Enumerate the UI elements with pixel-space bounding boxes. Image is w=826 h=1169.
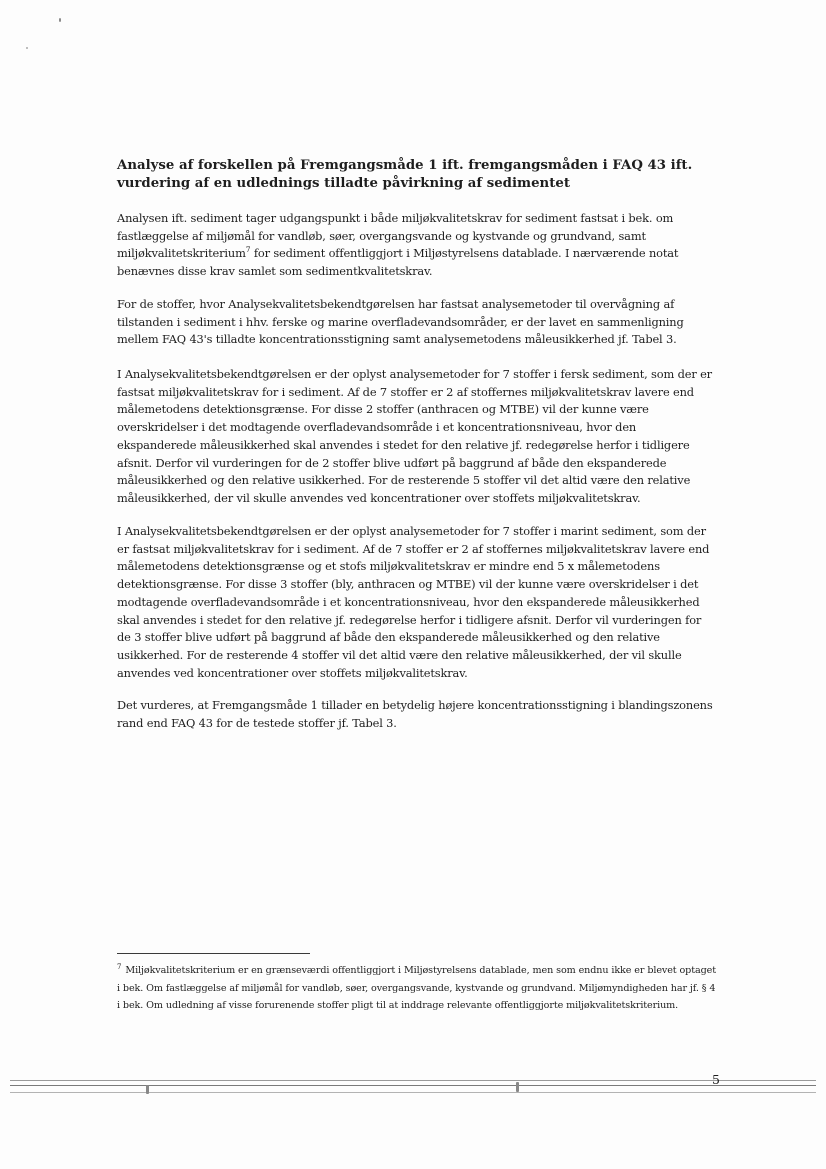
footer-rule [10,1085,816,1086]
section-heading: Analyse af forskellen på Fremgangsmåde 1 ift. fremgangsmåden i FAQ 43 ift. vurdering af en udlednings tilladte påvirkning af sedimentet [117,158,693,191]
paragraph-1-text-b: for sediment offentliggjort i Miljøstyrelsens datablade. I nærværende notat benævnes disse krav samlet som sedimentkvalitetskrav. [117,246,679,279]
footer-rule [10,1080,816,1081]
footnote-reference[interactable]: 7 [245,245,251,255]
scan-speck [59,18,61,22]
paragraph-3: I Analysekvalitetsbekendtgørelsen er der oplyst analysemetoder for 7 stoffer i fersk sediment, som der er fastsat miljøkvalitetskrav for i sediment. Af de 7 stoffer er 2 af stoffernes miljøkvalitetskrav lavere end målemetodens detektionsgrænse. For disse 2 stoffer (anthracen og MTBE) vil der kunne være overskridelser i det modtagende overfladevandsområde i et koncentrationsniveau, hvor den ekspanderede måleusikkerhed skal anvendes i stedet for den relative jf. redegørelse herfor i tidligere afsnit. Derfor vil vurderingen for de 2 stoffer blive udført på baggrund af både den ekspanderede måleusikkerhed og den relative usikkerhed. For de resterende 5 stoffer vil det altid være den relative måleusikkerhed, der vil skulle anvendes ved koncentrationer over stoffets miljøkvalitetskrav. [117,367,712,505]
paragraph-1-text-a: Analysen ift. sediment tager udgangspunkt i både miljøkvalitetskrav for sediment fastsat i bek. om fastlæggelse af miljømål for vandløb, søer, overgangsvande og kystvande og grundvand, samt miljøkvalitetskriterium [117,211,674,261]
paragraph-2: For de stoffer, hvor Analysekvalitetsbekendtgørelsen har fastsat analysemetoder til overvågning af tilstanden i sediment i hhv. ferske og marine overfladevandsområder, er der lavet en sammenligning mellem FAQ 43's tilladte koncentrationsstigning samt analysemetodens måleusikkerhed jf. Tabel 3. [117,297,684,347]
footer-rule [10,1092,816,1093]
paragraph-5: Det vurderes, at Fremgangsmåde 1 tillader en betydelig højere koncentrationsstigning i blandingszonens rand end FAQ 43 for de testede stoffer jf. Tabel 3. [117,698,713,730]
footnote-text: Miljøkvalitetskriterium er en grænseværdi offentliggjort i Miljøstyrelsens datablade, men som endnu ikke er blevet optaget i bek. Om fastlæggelse af miljømål for vandløb, søer, overgangsvande, kystvande og grundvand. Miljømyndigheden har jf. § 4 i bek. Om udledning af visse forurenende stoffer pligt til at inddrage relevante offentliggjorte miljøkvalitetskriterium. [117,965,716,1011]
paragraph-1 [117,210,717,281]
scan-speck [26,47,28,49]
paragraph-4: I Analysekvalitetsbekendtgørelsen er der oplyst analysemetoder for 7 stoffer i marint sediment, som der er fastsat miljøkvalitetskrav for i sediment. Af de 7 stoffer er 2 af stoffernes miljøkvalitetskrav lavere end målemetodens detektionsgrænse og et stofs miljøkvalitetskrav er mindre end 5 x målemetodens detektionsgrænse. For disse 3 stoffer (bly, anthracen og MTBE) vil der kunne være overskridelser i det modtagende overfladevandsområde i et koncentrationsniveau, hvor den ekspanderede måleusikkerhed skal anvendes i stedet for den relative jf. redegørelse herfor i tidligere afsnit. Derfor vil vurderingen for de 3 stoffer blive udført på baggrund af både den ekspanderede måleusikkerhed og den relative usikkerhed. For de resterende 4 stoffer vil det altid være den relative måleusikkerhed, der vil skulle anvendes ved koncentrationer over stoffets miljøkvalitetskrav. [117,524,710,680]
page-number: 5 [712,1072,720,1087]
scan-speck [146,1085,149,1094]
footnote-number: 7 [117,962,122,971]
scan-speck [516,1082,519,1092]
footnote-divider [117,953,310,954]
footnote [117,962,717,1015]
